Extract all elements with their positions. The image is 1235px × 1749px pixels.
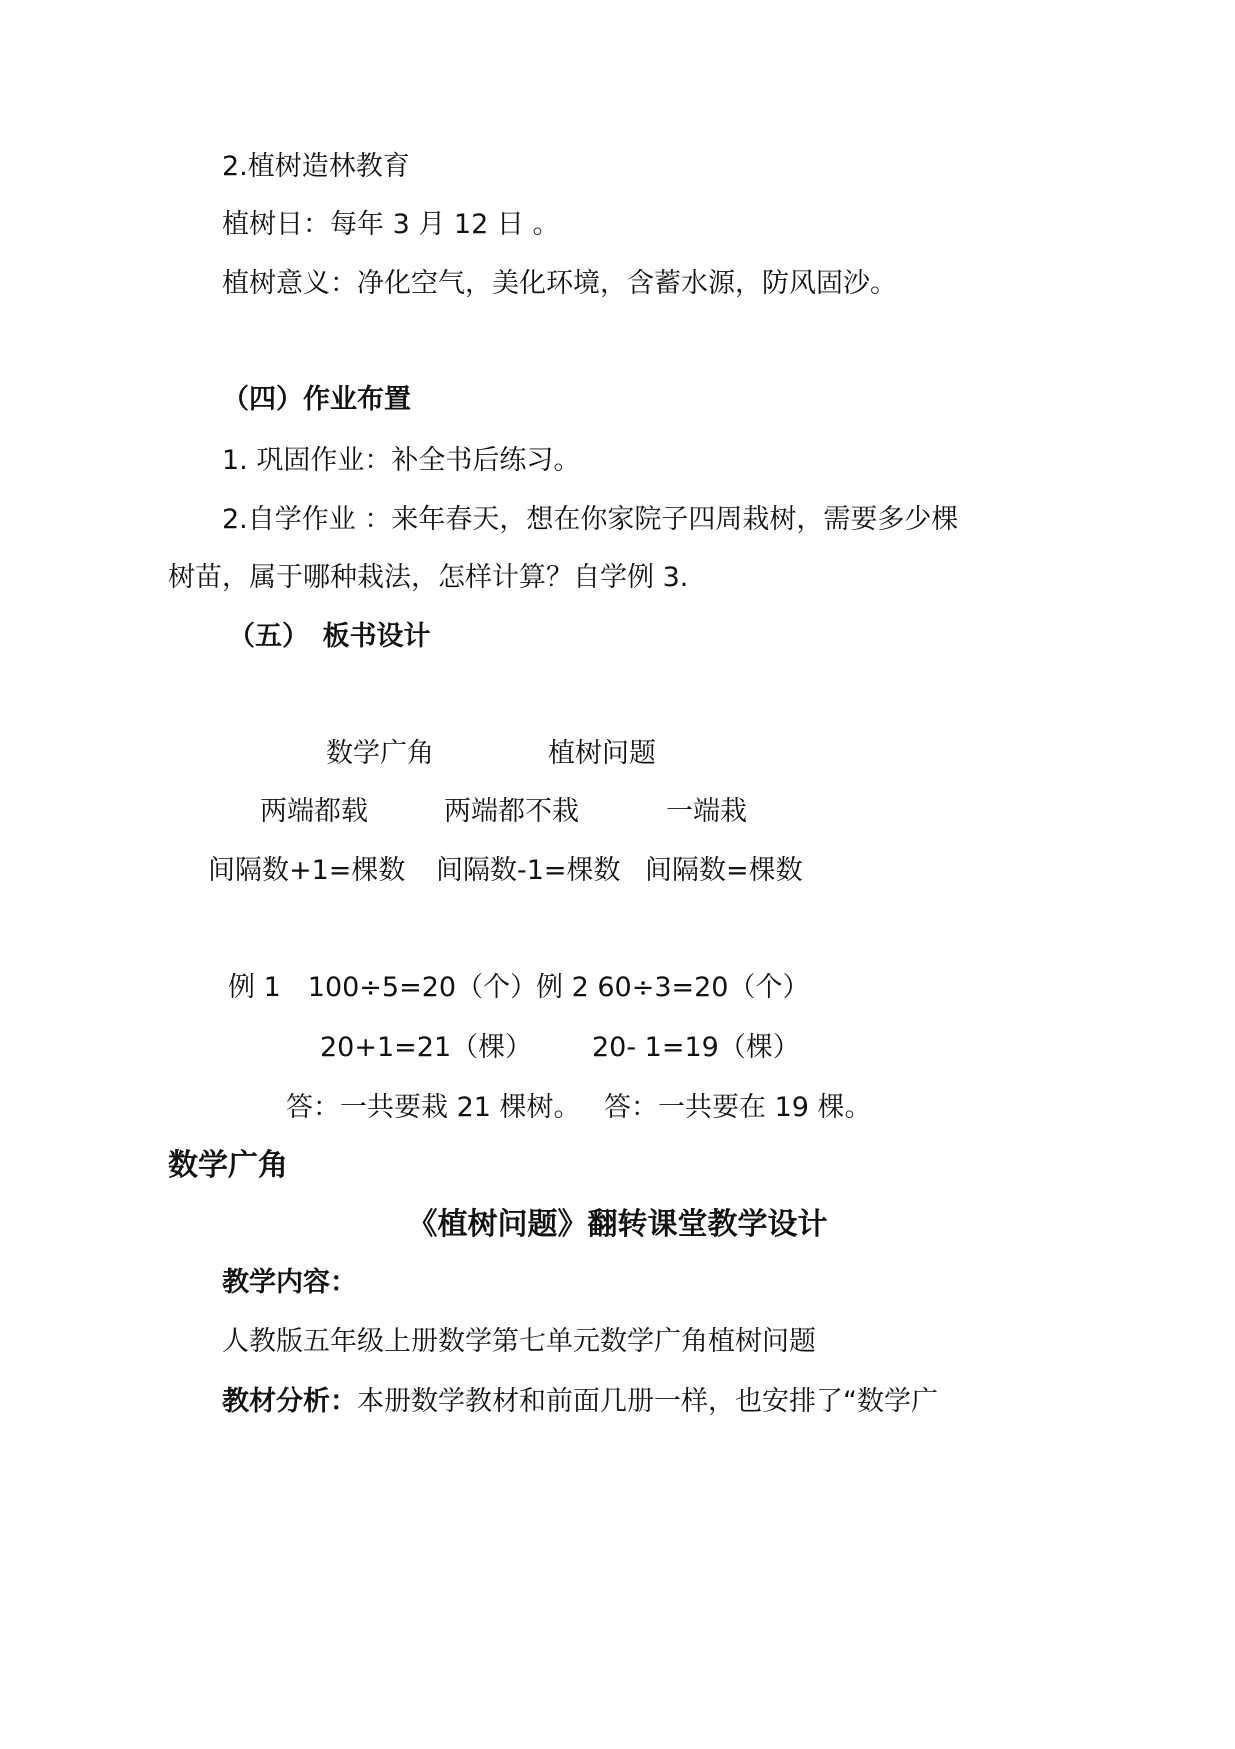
tree-planting-day: 植树日：每年 3 月 12 日 。 [222, 209, 560, 240]
material-analysis-label: 教材分析： [222, 1386, 357, 1417]
board-formula-no-ends: 间隔数-1=棵数 [436, 855, 621, 886]
tree-planting-heading: 2.植树造林教育 [222, 151, 410, 182]
example-2-answer: 答：一共要在 19 棵。 [604, 1092, 872, 1123]
board-case-one-end: 一端栽 [666, 796, 747, 827]
tree-planting-meaning: 植树意义：净化空气，美化环境，含蓄水源，防风固沙。 [222, 268, 897, 299]
homework-item-1: 1. 巩固作业：补全书后练习。 [222, 445, 581, 476]
board-title-left: 数学广角 [326, 738, 434, 769]
example-1-answer: 答：一共要栽 21 棵树。 [286, 1092, 581, 1123]
teaching-content-text: 人教版五年级上册数学第七单元数学广角植树问题 [222, 1326, 816, 1357]
board-formula-one-end: 间隔数=棵数 [645, 855, 803, 886]
board-design-heading: （五） 板书设计 [228, 621, 431, 652]
material-analysis-line [222, 1385, 938, 1419]
board-case-no-ends: 两端都不栽 [444, 796, 579, 827]
example-2-calculation: 20- 1=19（棵） [592, 1032, 800, 1063]
example-2-division: 例 2 60÷3=20（个） [536, 972, 810, 1003]
material-analysis-text: 本册数学教材和前面几册一样，也安排了“数学广 [357, 1386, 938, 1417]
example-1-division: 例 1 100÷5=20（个） [228, 972, 538, 1003]
board-case-both-ends: 两端都载 [260, 796, 368, 827]
board-title-right: 植树问题 [548, 738, 656, 769]
teaching-content-heading: 教学内容： [222, 1267, 357, 1298]
board-formula-both-ends: 间隔数+1=棵数 [208, 855, 406, 886]
homework-heading: （四）作业布置 [222, 384, 411, 415]
section-label: 数学广角 [168, 1148, 288, 1183]
example-1-calculation: 20+1=21（棵） [320, 1032, 533, 1063]
homework-item-2-line-2: 树苗，属于哪种栽法，怎样计算？自学例 3. [168, 562, 689, 593]
lesson-plan-title: 《植树问题》翻转课堂教学设计 [407, 1207, 828, 1242]
homework-item-2-line-1: 2.自学作业 ：来年春天，想在你家院子四周栽树，需要多少棵 [222, 504, 959, 535]
